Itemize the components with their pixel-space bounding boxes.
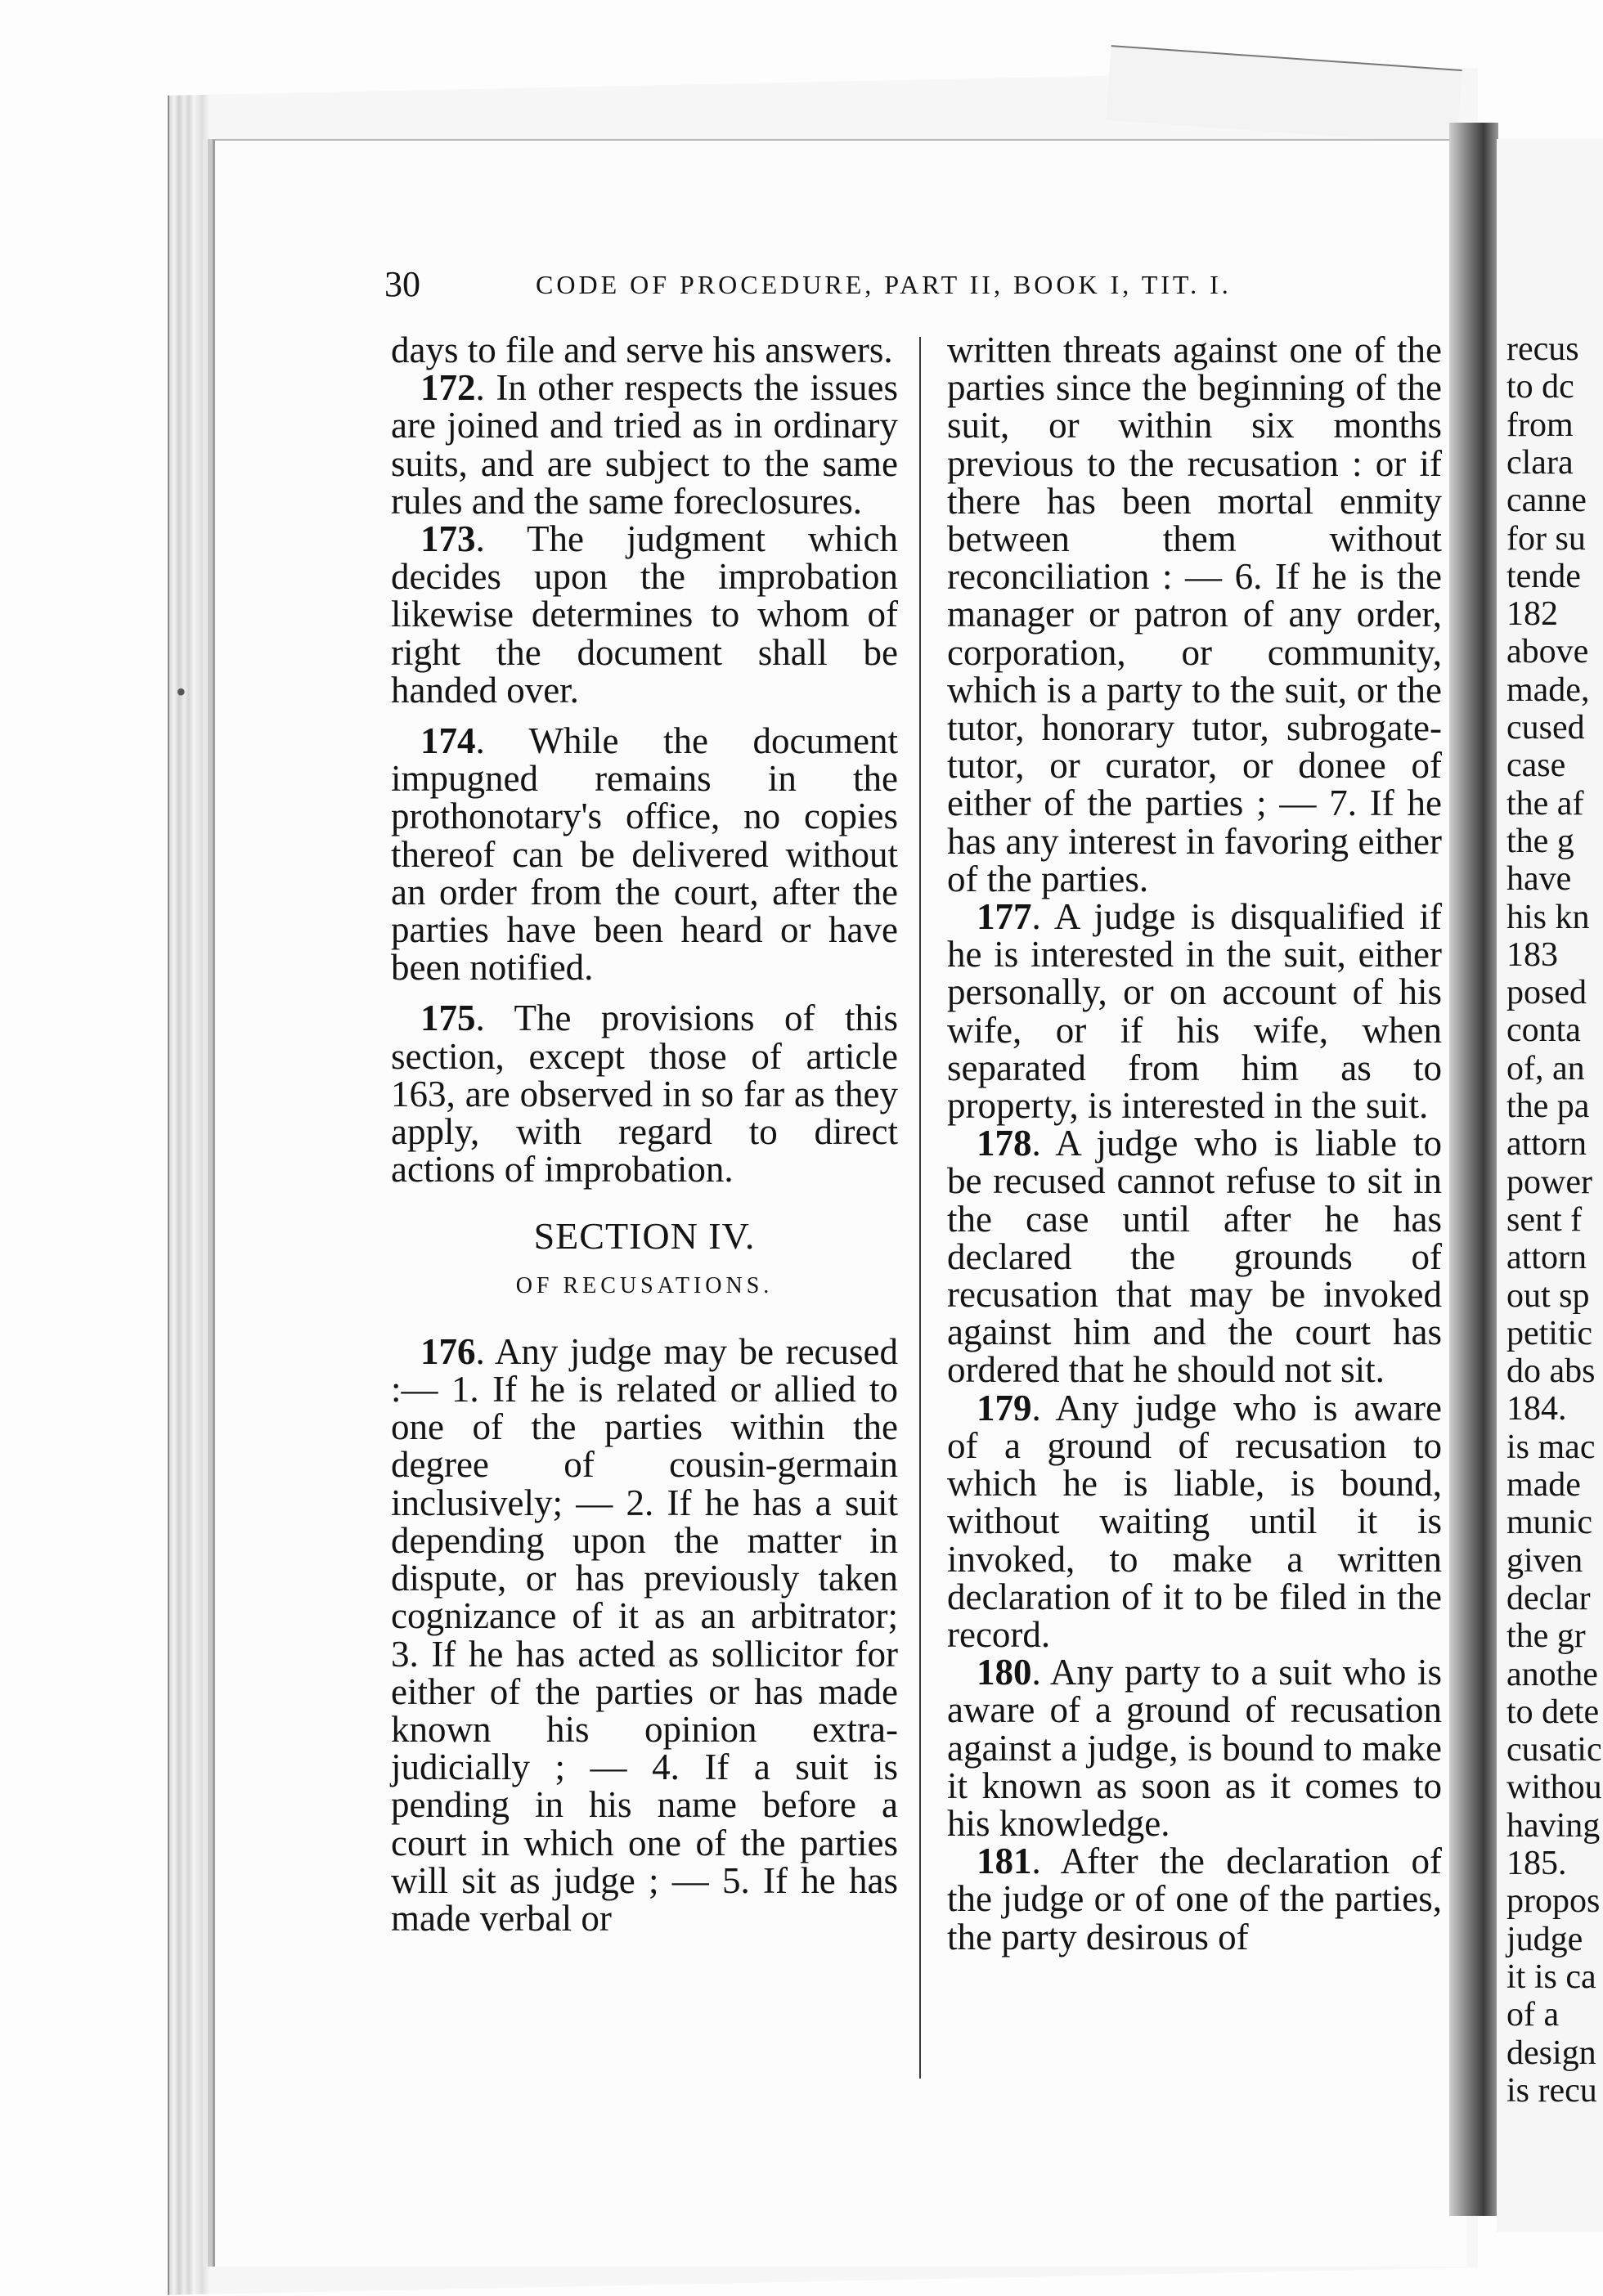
facing-page-line: of, an (1506, 1049, 1585, 1087)
facing-page-line: design (1506, 2034, 1596, 2072)
article-number: 181 (977, 1841, 1032, 1882)
facing-page-line: anothe (1506, 1655, 1598, 1693)
article-179: 179. Any judge who is aware of a ground of recusation to which he is liable, is bound, without waiting until it is invoked, to make a written declaration of it to be filed in the record. (947, 1387, 1442, 1655)
facing-page-line: propos (1506, 1882, 1601, 1921)
facing-page-line: made, (1506, 670, 1590, 709)
article-number: 173 (420, 518, 476, 560)
article-173: 173. The judgment which decides upon the improbation likewise determines to whom of right the document shall be handed over. (391, 518, 898, 711)
facing-page-line: tende (1506, 557, 1581, 595)
facing-page-line: out sp (1506, 1276, 1590, 1315)
facing-page-line: canne (1506, 482, 1587, 520)
facing-page-line: conta (1506, 1011, 1581, 1050)
facing-page-line: his kn (1506, 898, 1590, 936)
facing-page-line: of a (1506, 1996, 1560, 2034)
facing-page-line: to dc (1506, 368, 1574, 406)
facing-page-line: 184. (1506, 1390, 1567, 1428)
facing-page-line: made (1506, 1466, 1581, 1504)
facing-page-line: case (1506, 747, 1566, 785)
column-divider (919, 337, 921, 2079)
article-172: 172. In other respects the issues are joined and tried as in ordinary suits, and are subject to the same rules and the same foreclosures. (391, 367, 898, 522)
facing-page-line: attorn (1506, 1125, 1587, 1164)
facing-page-line: clara (1506, 443, 1574, 482)
facing-page-line: withou (1506, 1769, 1602, 1807)
facing-page-line: to dete (1506, 1693, 1600, 1731)
article-number: 174 (420, 720, 476, 762)
facing-page-line: power (1506, 1163, 1592, 1201)
facing-page-line: cusatic (1506, 1731, 1602, 1769)
margin-mark: • (176, 675, 186, 708)
facing-page-line: 185. (1506, 1845, 1567, 1882)
continued-paragraph: written threats against one of the parties since the beginning of the suit, or within six months previous to the recusation : or if there has been mortal enmity between them without reconciliation : — 6. If he is the manager or patron of any order, corporation, or community, which is a party to the suit, or the tutor, honorary tutor, subrogate-tutor, or curator, or donee of either of the parties ; — 7. If he has any interest in favoring either of the parties. (947, 330, 1442, 899)
facing-page-line: the af (1506, 784, 1584, 823)
article-number: 175 (420, 998, 476, 1039)
facing-page-line: petitic (1506, 1314, 1592, 1352)
article-number: 179 (977, 1387, 1032, 1428)
article-174: 174. While the document impugned remains in the prothonotary's office, no copies thereof can be delivered without an order from the court, after the parties have been heard or have been notified. (391, 720, 898, 989)
facing-page-line: 182 (1506, 595, 1558, 634)
facing-page-line: for su (1506, 519, 1586, 558)
facing-page-line: the g (1506, 822, 1574, 860)
facing-page-line: declar (1506, 1579, 1591, 1617)
article-number: 180 (977, 1652, 1032, 1693)
facing-page-line: cused (1506, 709, 1585, 747)
facing-page-line: posed (1506, 974, 1587, 1012)
article-175: 175. The provisions of this section, except those of article 163, are observed in so far as they apply, with regard to direct actions of improbation. (391, 998, 898, 1191)
article-176: 176. Any judge may be recused :— 1. If he is related or allied to one of the parties within the degree of cousin-germain inclusively; — 2. If he has a suit depending upon the matter in dispute, or has previously taken cognizance of it as an arbitrator; 3. If he has acted as sollicitor for either of the parties or has made known his opinion extra-judicially ; — 4. If a suit is pending in his name before a court in which one of the parties will sit as judge ; — 5. If he has made verbal or (391, 1330, 898, 1939)
facing-page-line: 183 (1506, 935, 1558, 974)
facing-page-line: given (1506, 1541, 1583, 1580)
running-header: CODE OF PROCEDURE, PART II, BOOK I, TIT. I. (536, 270, 1232, 299)
facing-page-line: sent f (1506, 1200, 1583, 1239)
right-column (947, 331, 1442, 1956)
facing-page-line: above (1506, 633, 1589, 671)
section-heading: SECTION IV. (533, 1215, 756, 1258)
article-number: 177 (977, 896, 1032, 938)
facing-page-line: is mac (1506, 1428, 1596, 1466)
facing-page-line: is recu (1506, 2071, 1597, 2110)
facing-page-line: munic (1506, 1504, 1592, 1542)
page-number: 30 (384, 264, 420, 304)
facing-page-line: judge (1506, 1920, 1583, 1958)
left-column (391, 331, 898, 1937)
article-180: 180. Any party to a suit who is aware of a ground of recusation against a judge, is bound to make it known as soon as it comes to his knowledge. (947, 1652, 1442, 1844)
facing-page-line: it is ca (1506, 1957, 1596, 1996)
article-number: 172 (420, 367, 476, 409)
facing-page-line: having (1506, 1806, 1601, 1845)
facing-page-fragment (1497, 139, 1603, 2232)
continued-paragraph: days to file and serve his answers. (391, 330, 893, 370)
article-178: 178. A judge who is liable to be recused cannot refuse to sit in the case until after he has declared the grounds of recusation that may be invoked against him and the court has ordered that he should not sit. (947, 1123, 1442, 1391)
article-number: 178 (977, 1123, 1032, 1164)
article-181: 181. After the declaration of the judge or of one of the parties, the party desirous of (947, 1841, 1442, 1957)
facing-page-line: the gr (1506, 1617, 1586, 1656)
facing-page-line: do abs (1506, 1352, 1596, 1391)
facing-page-line: attorn (1506, 1239, 1587, 1277)
book-gutter (1449, 123, 1498, 2216)
facing-page-line: from (1506, 406, 1574, 444)
article-177: 177. A judge is disqualified if he is interested in the suit, either personally, or on account of his wife, or if his wife, when separated from him as to property, is interested in the suit. (947, 896, 1442, 1127)
article-number: 176 (420, 1330, 476, 1372)
facing-page-line: have (1506, 860, 1572, 899)
facing-page-line: recus (1506, 330, 1579, 368)
section-subheading: OF RECUSATIONS. (515, 1272, 774, 1298)
facing-page-line: the pa (1506, 1087, 1590, 1125)
